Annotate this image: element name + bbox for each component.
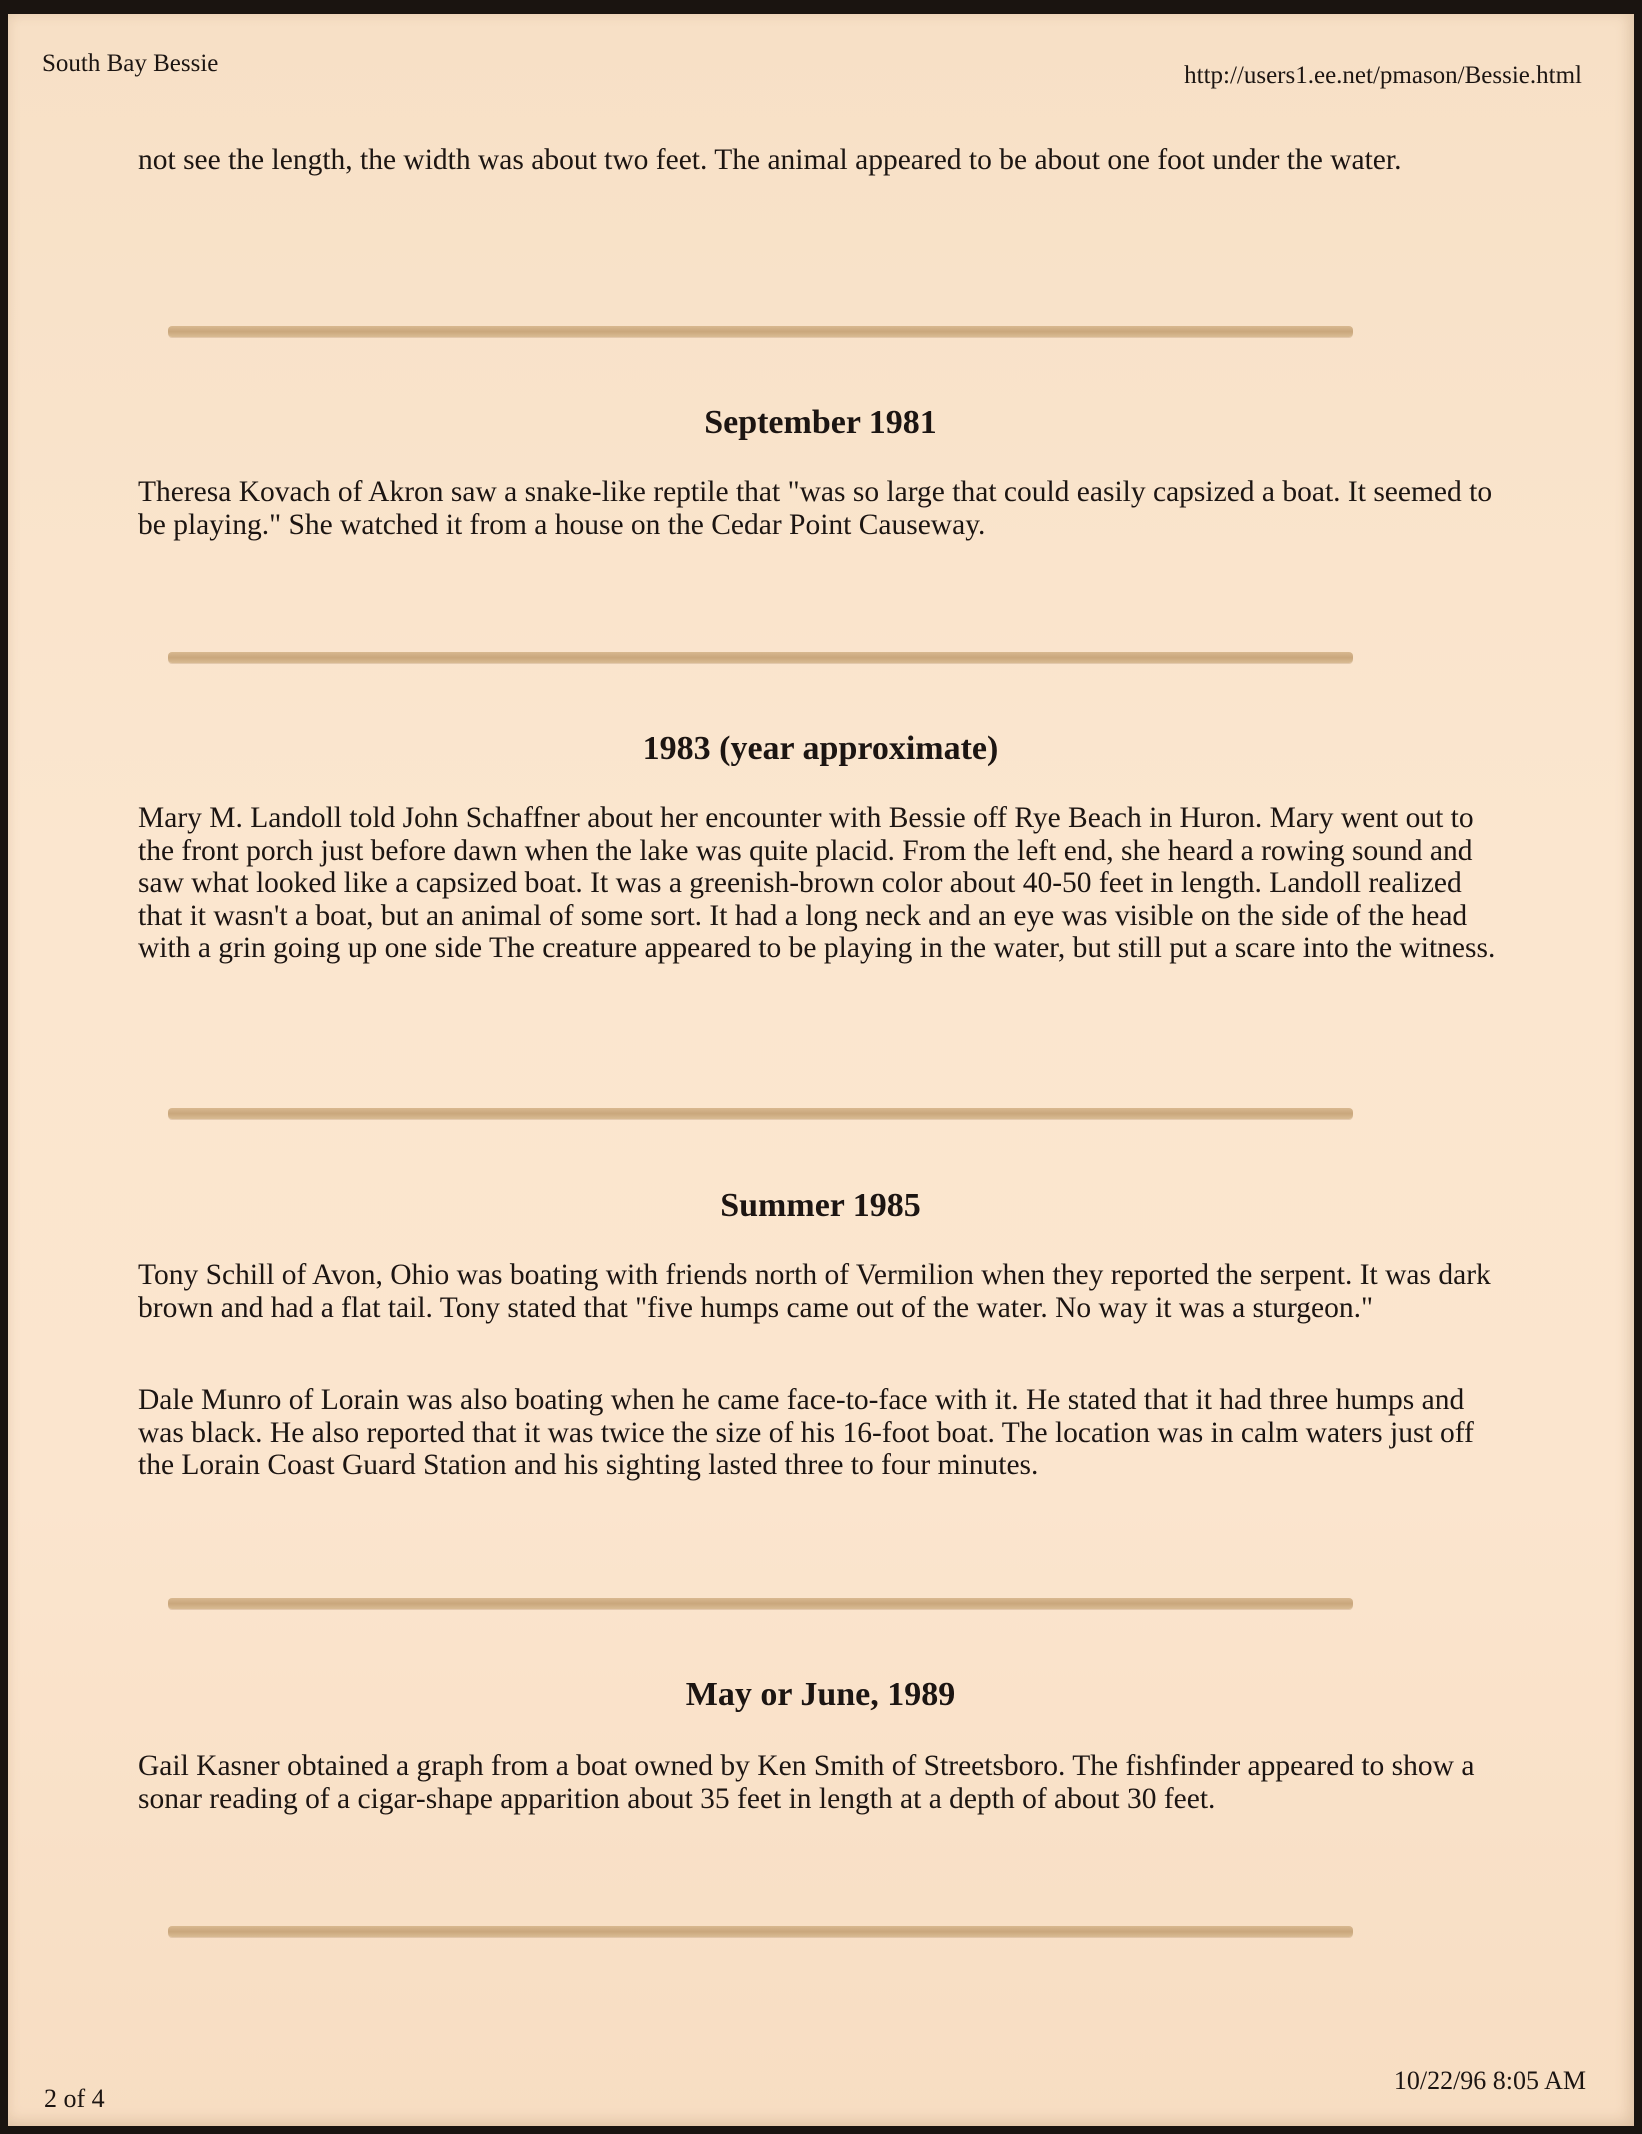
print-footer-page: 2 of 4 <box>44 2084 105 2113</box>
section-heading: 1983 (year approximate) <box>642 730 999 767</box>
print-header-title: South Bay Bessie <box>42 50 219 77</box>
section-paragraph: Mary M. Landoll told John Schaffner about her encounter with Bessie off Rye Beach in Huron. Mary went out to the front porch just before dawn when the lake was quite placid. From the left end, she heard a rowing sound and saw what looked like a capsized boat. It was a greenish-brown color about 40-50 feet in length. Landoll realized that it wasn't a boat, but an animal of some sort. It had a long neck and an eye was visible on the side of the head with a grin going up one side The creature appeared to be playing in the water, but still put a scare into the witness. <box>138 802 1496 964</box>
horizontal-rule <box>168 1108 1353 1119</box>
intro-paragraph: not see the length, the width was about two feet. The animal appeared to be about one foot under the water. <box>138 144 1402 176</box>
print-header-url: http://users1.ee.net/pmason/Bessie.html <box>1184 62 1582 89</box>
section-paragraph: Theresa Kovach of Akron saw a snake-like reptile that "was so large that could easily capsized a boat. It seemed to be playing." She watched it from a house on the Cedar Point Causeway. <box>138 476 1493 541</box>
section-heading: May or June, 1989 <box>685 1676 956 1713</box>
horizontal-rule <box>168 652 1353 663</box>
section-paragraph: Tony Schill of Avon, Ohio was boating with friends north of Vermilion when they reported the serpent. It was dark brown and had a flat tail. Tony stated that "five humps came out of the water. No way it was a sturgeon." <box>138 1259 1491 1324</box>
horizontal-rule <box>168 326 1353 337</box>
printed-page <box>8 14 1634 2126</box>
horizontal-rule <box>168 1598 1353 1609</box>
section-paragraph: Gail Kasner obtained a graph from a boat owned by Ken Smith of Streetsboro. The fishfinder appeared to show a sonar reading of a cigar-shape apparition about 35 feet in length at a depth of about 30 feet. <box>138 1750 1475 1815</box>
section-paragraph: Dale Munro of Lorain was also boating when he came face-to-face with it. He stated that it had three humps and was black. He also reported that it was twice the size of his 16-foot boat. The location was in calm waters just off the Lorain Coast Guard Station and his sighting lasted three to four minutes. <box>138 1384 1474 1481</box>
section-heading: September 1981 <box>704 404 937 441</box>
horizontal-rule <box>168 1926 1353 1937</box>
print-footer-timestamp: 10/22/96 8:05 AM <box>1393 2066 1586 2095</box>
section-heading: Summer 1985 <box>720 1187 921 1224</box>
